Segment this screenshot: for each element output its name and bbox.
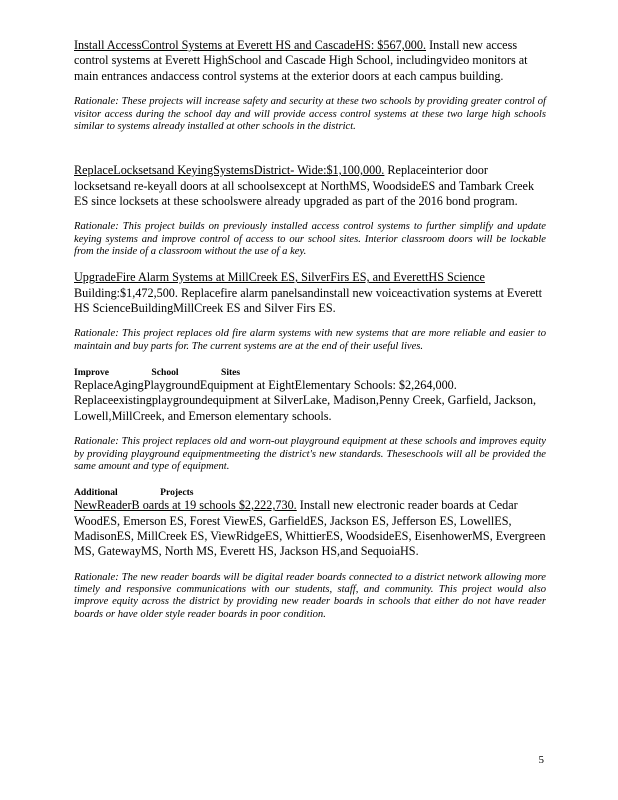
project-rationale: Rationale: This project replaces old and worn-out playground equipment at these schools and improves equity by providing playground equipmentmeeting the district's new standards. Theseschools will all be provided the same amount and type of equipment. <box>74 436 546 472</box>
project-description <box>74 163 546 209</box>
project-access-control <box>74 38 546 133</box>
project-fire-alarm <box>74 270 546 353</box>
project-body: Building:$1,472,500. Replacefire alarm panelsandinstall new voiceactivation systems at Everett HS ScienceBuildingMillCreek ES and Silver Firs ES. <box>74 285 543 316</box>
document-page <box>74 38 546 621</box>
project-body: Install new electronic reader boards at Cedar WoodES, Emerson ES, Forest ViewES, GarfieldES, Jackson ES, Jefferson ES, LowellES, MadisonES, MillCreek ES, ViewRidgeES, WhittierES, WoodsideES, EisenhowerMS, Evergreen MS, GatewayMS, North MS, Everett HS, Jackson HS,and SequoiaHS. <box>74 498 546 559</box>
project-rationale: Rationale: This project builds on previously installed access control systems to further simplify and update keying systems and improve control of access to our school sites. Interior classroom doors will be lockable from the inside of a classroom without the use of a key. <box>74 221 546 257</box>
project-description <box>74 38 546 84</box>
page-number: 5 <box>538 754 544 766</box>
project-playground <box>74 367 546 473</box>
project-locksets <box>74 163 546 258</box>
project-body: Replaceinterior door locksetsand re-keyall doors at all schoolsexcept at NorthMS, WoodsideES and Tambark Creek ES since locksets at these schoolswere already upgraded as part of the 2016 bond program. <box>74 163 535 208</box>
project-description <box>74 498 546 560</box>
project-title: NewReaderB oards at 19 schools $2,222,730. <box>74 498 297 513</box>
project-body: Install new access control systems at Everett HighSchool and Cascade High School, includingvideo monitors at main entrances andaccess control systems at the exterior doors at each campus building. <box>74 38 528 83</box>
project-rationale: Rationale: The new reader boards will be digital reader boards connected to a district network allowing more timely and responsive communications with our students, staff, and community. This project would also improve equity across the district by providing new reader boards in schools that either do not have reader boards or have older style reader boards in poor condition. <box>74 571 546 620</box>
project-title: ReplaceLocksetsand KeyingSystemsDistrict- Wide:$1,100,000. <box>74 163 385 178</box>
project-rationale: Rationale: These projects will increase safety and security at these two schools by providing greater control of visitor access during the school day and will provide access control systems at these two large high schools similar to systems already installed at other schools in the district. <box>74 96 546 132</box>
section-heading: Improve School Sites <box>74 367 241 379</box>
project-title: UpgradeFire Alarm Systems at MillCreek ES, SilverFirs ES, and EverettHS Science <box>74 270 485 285</box>
project-rationale: Rationale: This project replaces old fire alarm systems with new systems that are more reliable and easier to maintain and buy parts for. The current systems are at the end of their useful lives. <box>74 328 546 352</box>
project-description <box>74 270 546 316</box>
project-reader-boards <box>74 487 546 621</box>
project-title: Install AccessControl Systems at Everett HS and CascadeHS: $567,000. <box>74 38 427 52</box>
project-body: ReplaceAgingPlaygroundEquipment at EightElementary Schools: $2,264,000. Replaceexistingplaygroundequipment at SilverLake, Madison,Penny Creek, Garfield, Jackson, Lowell,MillCreek, and Emerson elementary schools. <box>74 378 536 423</box>
section-heading: Additional Projects <box>74 487 194 499</box>
